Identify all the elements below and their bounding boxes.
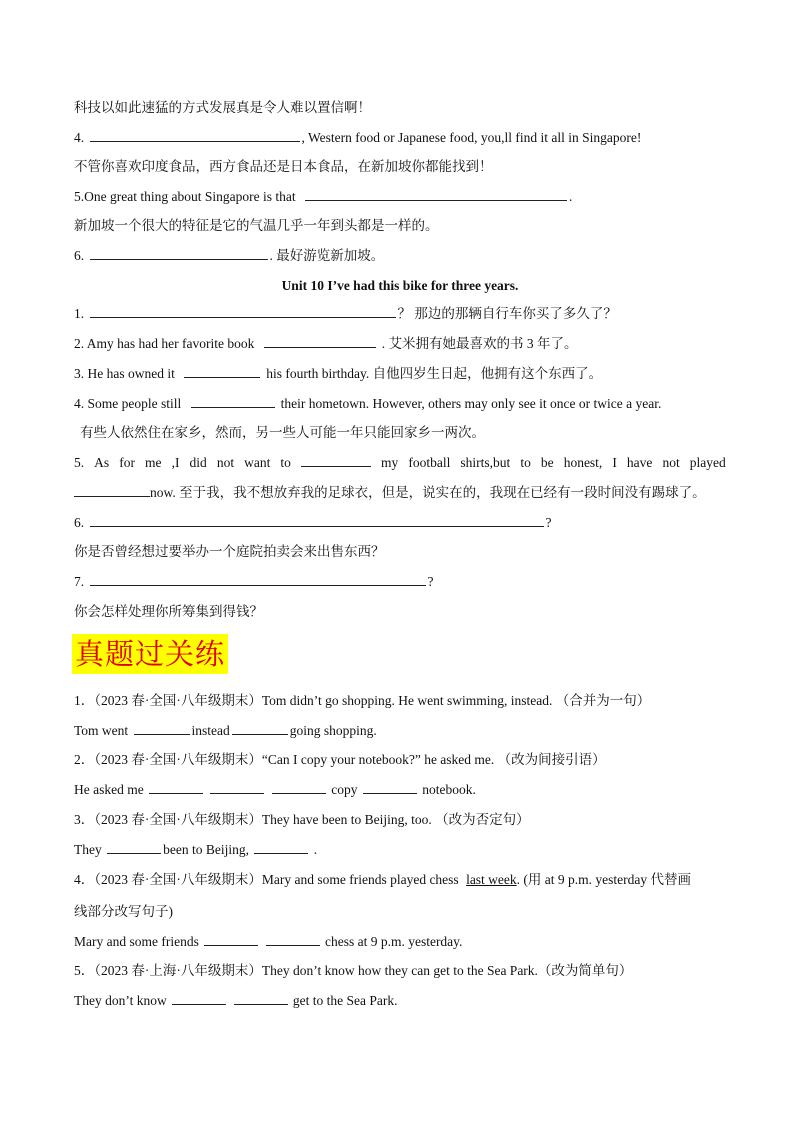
unit-question-5: 5. As for me ,I did not want to my football shirts,but to be honest, I have not played [74, 455, 726, 470]
answer-blank[interactable] [134, 722, 190, 735]
practice-4-cont: 线部分改写句子) [74, 904, 173, 919]
question-4-translation: 不管你喜欢印度食品，西方食品还是日本食品，在新加坡你都能找到！ [74, 159, 493, 174]
answer-blank[interactable] [210, 781, 264, 794]
answer-blank[interactable] [266, 933, 320, 946]
unit-question-6: 6. ? [74, 515, 552, 530]
answer-blank[interactable] [301, 454, 371, 467]
unit-question-2: 2. Amy has had her favorite book . 艾米拥有她最喜欢的书 3 年了。 [74, 336, 578, 351]
answer-blank[interactable] [264, 335, 376, 348]
answer-blank[interactable] [363, 781, 417, 794]
answer-blank[interactable] [272, 781, 326, 794]
answer-blank[interactable] [234, 992, 288, 1005]
answer-blank[interactable] [254, 841, 308, 854]
practice-4-answer: Mary and some friends chess at 9 p.m. yesterday. [74, 934, 463, 949]
question-4: 4. , Western food or Japanese food, you,ll find it all in Singapore! [74, 130, 642, 145]
practice-1-answer: Tom went instead going shopping. [74, 723, 377, 738]
answer-blank[interactable] [90, 573, 426, 586]
answer-blank[interactable] [90, 247, 268, 260]
unit-question-7-translation: 你会怎样处理你所筹集到得钱？ [74, 604, 263, 619]
practice-4: 4．（2023 春·全国·八年级期末）Mary and some friends played chess last week. (用 at 9 p.m. yesterday 代替画 [74, 872, 692, 887]
answer-blank[interactable] [204, 933, 258, 946]
unit-question-7: 7. ? [74, 574, 434, 589]
underlined-phrase: last week [466, 872, 517, 887]
answer-blank[interactable] [74, 484, 150, 497]
question-5: 5.One great thing about Singapore is that . [74, 189, 573, 204]
practice-3: 3．（2023 春·全国·八年级期末）They have been to Beijing, too. （改为否定句） [74, 812, 530, 827]
answer-blank[interactable] [107, 841, 161, 854]
answer-blank[interactable] [149, 781, 203, 794]
unit-title: Unit 10 I’ve had this bike for three years. [281, 278, 519, 293]
intro-translation: 科技以如此速猛的方式发展真是令人难以置信啊！ [74, 100, 371, 115]
section-title: 真题过关练 [72, 634, 228, 674]
answer-blank[interactable] [232, 722, 288, 735]
question-5-translation: 新加坡一个很大的特征是它的气温几乎一年到头都是一样的。 [74, 218, 439, 233]
unit-question-4: 4. Some people still their hometown. However, others may only see it once or twice a year. [74, 396, 662, 411]
practice-5: 5．（2023 春·上海·八年级期末）They don’t know how they can get to the Sea Park.（改为简单句） [74, 963, 633, 978]
answer-blank[interactable] [172, 992, 226, 1005]
unit-question-1: 1. ？ 那边的那辆自行车你买了多久了？ [74, 306, 617, 321]
answer-blank[interactable] [191, 395, 275, 408]
unit-question-3: 3. He has owned it his fourth birthday. 自他四岁生日起，他拥有这个东西了。 [74, 366, 603, 381]
unit-question-6-translation: 你是否曾经想过要举办一个庭院拍卖会来出售东西？ [74, 544, 385, 559]
question-6: 6. . 最好游览新加坡。 [74, 248, 385, 263]
practice-2-answer: He asked me copy notebook. [74, 782, 476, 797]
practice-5-answer: They don’t know get to the Sea Park. [74, 993, 398, 1008]
answer-blank[interactable] [90, 514, 544, 527]
answer-blank[interactable] [184, 365, 260, 378]
answer-blank[interactable] [305, 188, 567, 201]
answer-blank[interactable] [90, 305, 396, 318]
answer-blank[interactable] [90, 129, 300, 142]
practice-3-answer: They been to Beijing, . [74, 842, 318, 857]
unit-question-5-cont: now. 至于我，我不想放弃我的足球衣，但是，说实在的，我现在已经有一段时间没有踢球了。 [74, 484, 706, 502]
unit-question-4-translation: 有些人依然住在家乡，然而，另一些人可能一年只能回家乡一两次。 [80, 425, 485, 440]
practice-1: 1．（2023 春·全国·八年级期末）Tom didn’t go shopping. He went swimming, instead. （合并为一句） [74, 693, 651, 708]
practice-2: 2．（2023 春·全国·八年级期末）“Can I copy your notebook?” he asked me. （改为间接引语） [74, 752, 606, 767]
